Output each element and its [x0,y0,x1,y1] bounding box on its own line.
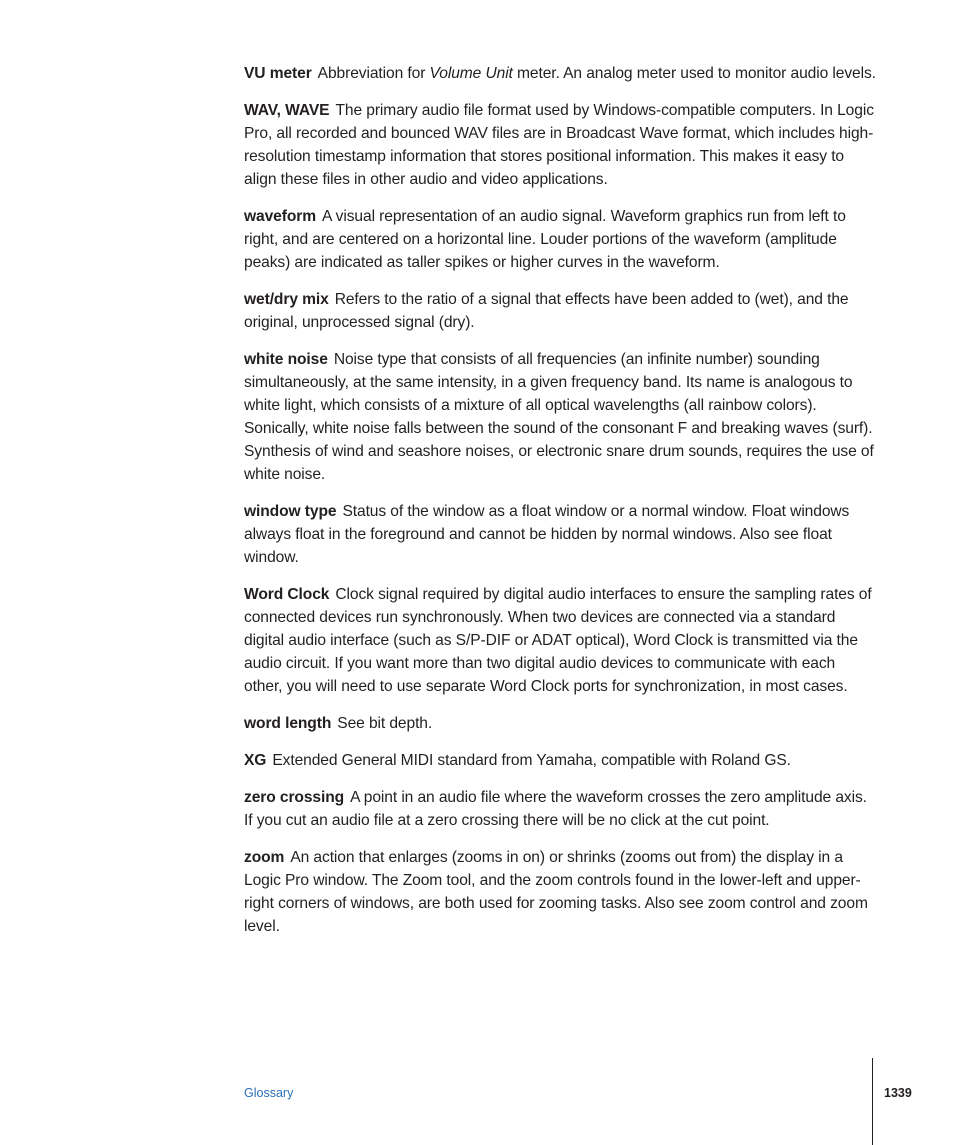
definition: Refers to the ratio of a signal that effects have been added to (wet), and the original, unprocessed signal (dry). [244,291,849,331]
page-number: 1339 [884,1086,912,1100]
glossary-entry-window-type [244,500,876,569]
glossary-entry-zero-crossing [244,786,876,832]
term: white noise [244,351,328,368]
term: zoom [244,849,285,866]
definition: Abbreviation for [317,65,430,82]
glossary-entry-vu-meter [244,62,876,85]
definition: A visual representation of an audio signal. Waveform graphics run from left to right, and are centered on a horizontal line. Louder portions of the waveform (amplitude peaks) are indicated as taller spikes or higher curves in the waveform. [244,208,846,271]
glossary-entry-waveform [244,205,876,274]
definition: Clock signal required by digital audio interfaces to ensure the sampling rates of connected devices run synchronously. When two devices are connected via a standard digital audio interface (such as S/P-DIF or ADAT optical), Word Clock is transmitted via the audio circuit. If you want more than two digital audio devices to communicate with each other, you will need to use separate Word Clock ports for synchronization, in most cases. [244,586,872,695]
glossary-entry-zoom [244,846,876,938]
term: XG [244,752,267,769]
definition: A point in an audio file where the waveform crosses the zero amplitude axis. If you cut an audio file at a zero crossing there will be no click at the cut point. [244,789,867,829]
glossary-entry-xg [244,749,876,772]
glossary-entry-word-clock [244,583,876,698]
term: window type [244,503,337,520]
term: Word Clock [244,586,330,603]
definition: Status of the window as a float window or a normal window. Float windows always float in the foreground and cannot be hidden by normal windows. Also see float window. [244,503,850,566]
definition-emphasis: Volume Unit [429,65,513,82]
glossary-entry-wav-wave [244,99,876,191]
definition: Extended General MIDI standard from Yamaha, compatible with Roland GS. [272,752,791,769]
term: waveform [244,208,316,225]
term: VU meter [244,65,312,82]
term: zero crossing [244,789,345,806]
definition: See bit depth. [337,715,433,732]
definition-continued: meter. An analog meter used to monitor audio levels. [512,65,876,82]
glossary-entry-white-noise [244,348,876,486]
footer-section-link[interactable]: Glossary [244,1086,294,1100]
glossary-entry-wet-dry-mix [244,288,876,334]
term: word length [244,715,332,732]
footer-divider [872,1058,873,1145]
glossary-entry-word-length [244,712,876,735]
definition: An action that enlarges (zooms in on) or shrinks (zooms out from) the display in a Logic Pro window. The Zoom tool, and the zoom controls found in the lower-left and upper-right corners of windows, are both used for zooming tasks. Also see zoom control and zoom level. [244,849,868,935]
term: wet/dry mix [244,291,329,308]
definition: Noise type that consists of all frequencies (an infinite number) sounding simultaneously, at the same intensity, in a given frequency band. Its name is analogous to white light, which consists of a mixture of all optical wavelengths (all rainbow colors). Sonically, white noise falls between the sound of the consonant F and breaking waves (surf). Synthesis of wind and seashore noises, or electronic snare drum sounds, requires the use of white noise. [244,351,874,483]
glossary-content [244,62,876,952]
definition: The primary audio file format used by Windows-compatible computers. In Logic Pro, all recorded and bounced WAV files are in Broadcast Wave format, which includes high-resolution timestamp information that stores positional information. This makes it easy to align these files in other audio and video applications. [244,102,874,188]
term: WAV, WAVE [244,102,330,119]
